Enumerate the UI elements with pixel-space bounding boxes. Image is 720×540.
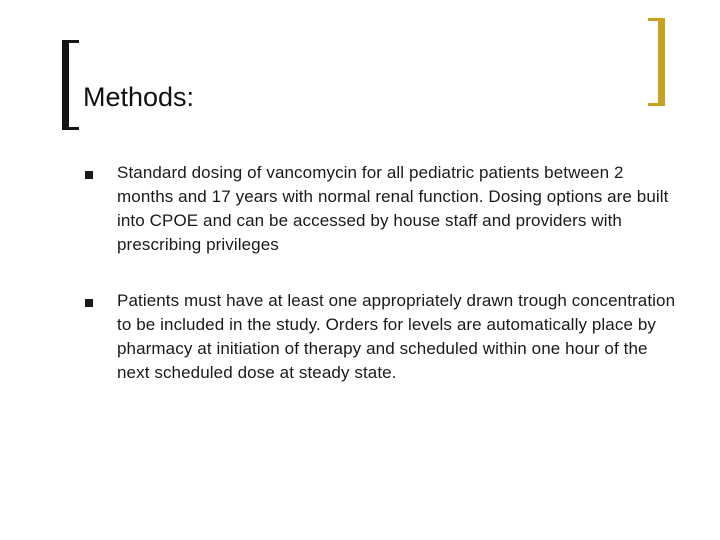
bullet-text: Patients must have at least one appropriately drawn trough concentration to be included in the study. Orders for levels are automatically place by pharmacy at initiation of therapy and scheduled within one hour of the next scheduled dose at steady state. bbox=[117, 291, 676, 382]
slide-title: Methods: bbox=[83, 82, 195, 112]
right-bracket-bar bbox=[658, 18, 665, 106]
left-bracket-top bbox=[62, 40, 79, 43]
left-bracket-bottom bbox=[62, 127, 79, 130]
right-bracket-top bbox=[648, 18, 665, 21]
right-bracket-bottom bbox=[648, 103, 665, 106]
square-bullet-icon bbox=[85, 171, 93, 179]
square-bullet-icon bbox=[85, 299, 93, 307]
left-bracket-bar bbox=[62, 40, 69, 130]
bullet-text: Standard dosing of vancomycin for all pediatric patients between 2 months and 17 years with normal renal function. Dosing options are built into CPOE and can be accessed by house staff and providers with prescribing privileges bbox=[117, 163, 669, 254]
